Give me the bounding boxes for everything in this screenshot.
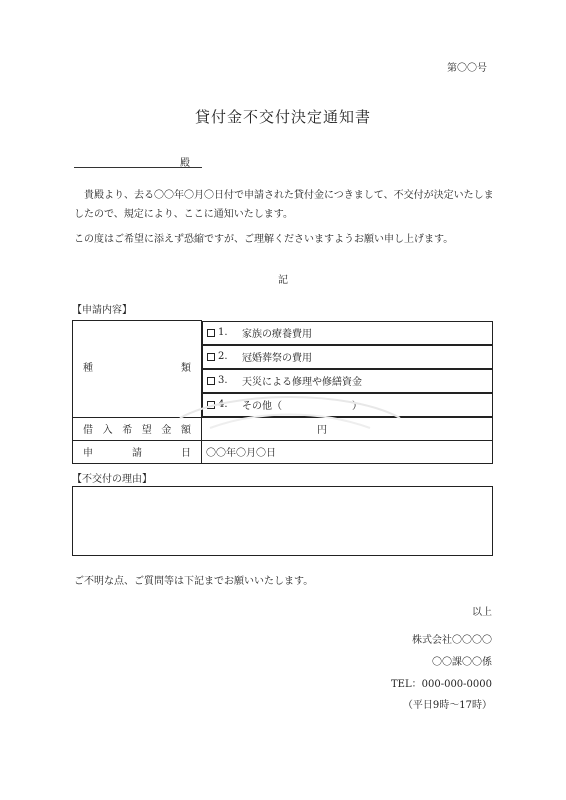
- amount-unit: 円: [317, 425, 327, 436]
- option-number: 2.: [218, 351, 228, 362]
- category-label-part-1: 種: [83, 363, 93, 374]
- option-text: その他（ ）: [242, 401, 362, 412]
- date-value-cell[interactable]: [202, 440, 493, 463]
- checkbox-2[interactable]: [207, 353, 215, 361]
- option-number: 1.: [218, 327, 228, 338]
- ki-heading: 記: [278, 275, 288, 286]
- document-number: 第〇〇号: [447, 63, 487, 74]
- document-title: 貸付金不交付決定通知書: [194, 108, 371, 126]
- section-reason-heading: 【不交付の理由】: [72, 474, 152, 485]
- amount-label-char: 額: [180, 425, 191, 436]
- option-text: 天災による修理や修繕資金: [242, 377, 362, 388]
- closing-text: 以上: [472, 607, 492, 618]
- date-label-char: 日: [181, 448, 191, 459]
- amount-label-char: 金: [161, 425, 172, 436]
- option-number: 4.: [218, 399, 228, 410]
- option-row-2[interactable]: [202, 345, 493, 369]
- addressee-suffix: 殿: [180, 158, 190, 169]
- checkbox-1[interactable]: [207, 329, 215, 337]
- amount-label-char: 入: [102, 425, 113, 436]
- amount-label-char: 希: [122, 425, 133, 436]
- amount-label-char: 望: [141, 425, 152, 436]
- date-value: 〇〇年〇月〇日: [206, 448, 276, 459]
- date-label-char: 請: [132, 448, 142, 459]
- date-label-char: 申: [83, 448, 93, 459]
- option-text: 冠婚葬祭の費用: [242, 353, 312, 364]
- section-application-heading: 【申請内容】: [72, 305, 132, 316]
- body-paragraph-1: 貴殿より、去る〇〇年〇月〇日付で申請された貸付金につきまして、不交付が決定いたしましたので、規定により、ここに通知いたします。: [74, 190, 494, 220]
- body-paragraph-2: この度はご希望に添えず恐縮ですが、ご理解くださいますようお願い申し上げます。: [74, 234, 454, 245]
- category-label-part-2: 類: [181, 363, 191, 374]
- date-label-cell: [73, 440, 202, 463]
- contact-note: ご不明な点、ご質問等は下記までお願いいたします。: [74, 576, 314, 587]
- option-text: 家族の療養費用: [242, 329, 312, 340]
- business-hours: （平日9時〜17時）: [402, 700, 492, 711]
- department-name: 〇〇課〇〇係: [432, 657, 492, 668]
- option-number: 3.: [218, 375, 228, 386]
- telephone: TEL：000-000-0000: [391, 679, 492, 690]
- company-name: 株式会社〇〇〇〇: [412, 635, 492, 646]
- amount-label-char: 借: [83, 425, 93, 436]
- option-row-1[interactable]: [202, 321, 493, 345]
- watermark-graphic: [60, 380, 520, 440]
- reason-box[interactable]: [72, 486, 493, 556]
